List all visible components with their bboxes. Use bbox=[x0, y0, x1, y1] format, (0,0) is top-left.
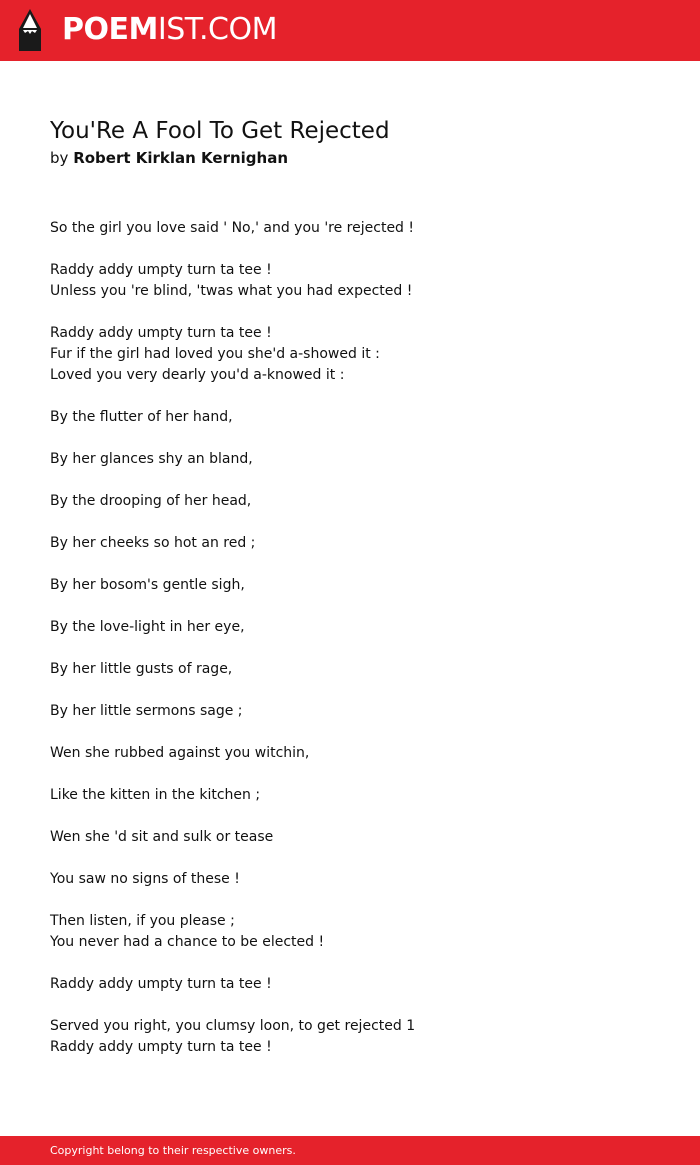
poem-line: Like the kitten in the kitchen ; bbox=[50, 787, 261, 803]
poem-line bbox=[50, 386, 650, 407]
poem-line: Served you right, you clumsy loon, to get rejected 1 bbox=[50, 1018, 416, 1034]
poem-line: By her glances shy an bland, bbox=[50, 451, 253, 467]
poem-line: By the love-light in her eye, bbox=[50, 619, 245, 635]
poem-line: Wen she 'd sit and sulk or tease bbox=[50, 829, 274, 845]
poem-line bbox=[50, 848, 650, 869]
poem-line bbox=[50, 890, 650, 911]
poem-line bbox=[50, 953, 650, 974]
poem-line bbox=[50, 680, 650, 701]
poem-line bbox=[50, 554, 650, 575]
site-logo-text[interactable] bbox=[62, 12, 277, 48]
poem-line: Unless you 're blind, 'twas what you had expected ! bbox=[50, 283, 413, 299]
poem-line: Fur if the girl had loved you she'd a-showed it : bbox=[50, 346, 380, 362]
poem-line bbox=[50, 470, 650, 491]
poem-line bbox=[50, 596, 650, 617]
poem-line: So the girl you love said ' No,' and you 're rejected ! bbox=[50, 220, 414, 236]
byline bbox=[50, 147, 288, 169]
by-label: by bbox=[50, 149, 69, 167]
poem-line: By the flutter of her hand, bbox=[50, 409, 233, 425]
site-footer bbox=[0, 1136, 700, 1165]
poem-line: You never had a chance to be elected ! bbox=[50, 934, 325, 950]
poem-line bbox=[50, 722, 650, 743]
poem-line bbox=[50, 239, 650, 260]
poem-line: Raddy addy umpty turn ta tee ! bbox=[50, 1039, 272, 1055]
poem-line: By her bosom's gentle sigh, bbox=[50, 577, 245, 593]
poem-title: You'Re A Fool To Get Rejected bbox=[50, 118, 390, 144]
poem-line bbox=[50, 806, 650, 827]
pencil-logo-icon[interactable] bbox=[17, 9, 43, 51]
logo-light-text: IST.COM bbox=[157, 12, 277, 47]
poem-line: By the drooping of her head, bbox=[50, 493, 252, 509]
poem-line: Raddy addy umpty turn ta tee ! bbox=[50, 325, 272, 341]
poem-line: By her little gusts of rage, bbox=[50, 661, 233, 677]
poem-line: By her cheeks so hot an red ; bbox=[50, 535, 256, 551]
poem-line: You saw no signs of these ! bbox=[50, 871, 240, 887]
poem-line bbox=[50, 302, 650, 323]
poem-line bbox=[50, 428, 650, 449]
poem-line bbox=[50, 995, 650, 1016]
poem-line bbox=[50, 512, 650, 533]
author-name: Robert Kirklan Kernighan bbox=[73, 149, 289, 167]
poem-line: Loved you very dearly you'd a-knowed it : bbox=[50, 367, 345, 383]
poem-line: Wen she rubbed against you witchin, bbox=[50, 745, 310, 761]
poem-line bbox=[50, 764, 650, 785]
poem-line bbox=[50, 638, 650, 659]
poem-line: Raddy addy umpty turn ta tee ! bbox=[50, 976, 272, 992]
poem-line: By her little sermons sage ; bbox=[50, 703, 243, 719]
site-header bbox=[0, 0, 700, 61]
poem-line: Raddy addy umpty turn ta tee ! bbox=[50, 262, 272, 278]
poem-body bbox=[50, 218, 650, 1058]
logo-bold-text: POEM bbox=[62, 12, 158, 47]
copyright-text: Copyright belong to their respective owners. bbox=[50, 1144, 296, 1157]
poem-line: Then listen, if you please ; bbox=[50, 913, 235, 929]
